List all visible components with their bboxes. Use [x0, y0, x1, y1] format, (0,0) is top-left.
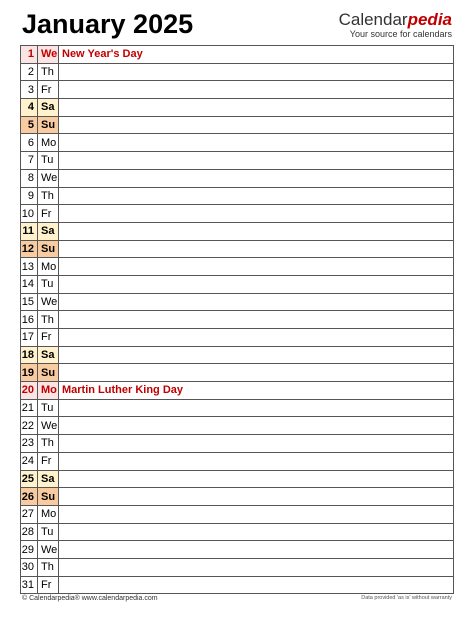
day-of-week: We [38, 417, 59, 435]
day-number: 27 [21, 505, 38, 523]
day-notes[interactable] [59, 523, 454, 541]
day-number: 6 [21, 134, 38, 152]
page-title: January 2025 [22, 9, 194, 39]
brand-logo[interactable] [339, 10, 452, 40]
day-notes[interactable] [59, 364, 454, 382]
day-notes[interactable] [59, 240, 454, 258]
day-number: 3 [21, 81, 38, 99]
day-notes[interactable] [59, 488, 454, 506]
brand-prefix: Calendar [338, 10, 408, 29]
day-row[interactable] [21, 329, 454, 347]
day-of-week: Mo [38, 382, 59, 400]
day-number: 29 [21, 541, 38, 559]
day-row[interactable] [21, 293, 454, 311]
day-row[interactable] [21, 364, 454, 382]
day-number: 12 [21, 240, 38, 258]
day-number: 5 [21, 116, 38, 134]
day-row[interactable] [21, 134, 454, 152]
day-of-week: Fr [38, 576, 59, 594]
day-row[interactable] [21, 81, 454, 99]
day-of-week: Su [38, 364, 59, 382]
day-row[interactable] [21, 417, 454, 435]
day-notes[interactable] [59, 505, 454, 523]
day-notes[interactable] [59, 169, 454, 187]
day-notes[interactable] [59, 435, 454, 453]
day-number: 4 [21, 99, 38, 117]
day-row[interactable] [21, 311, 454, 329]
day-number: 26 [21, 488, 38, 506]
day-of-week: Sa [38, 470, 59, 488]
brand-tagline: Your source for calendars [349, 29, 452, 39]
day-notes[interactable] [59, 222, 454, 240]
day-row[interactable] [21, 382, 454, 400]
day-row[interactable] [21, 470, 454, 488]
day-notes[interactable] [59, 81, 454, 99]
day-notes[interactable] [59, 116, 454, 134]
day-notes[interactable] [59, 152, 454, 170]
day-of-week: Mo [38, 505, 59, 523]
day-of-week: Tu [38, 399, 59, 417]
day-row[interactable] [21, 275, 454, 293]
day-row[interactable] [21, 541, 454, 559]
day-notes[interactable] [59, 293, 454, 311]
day-row[interactable] [21, 63, 454, 81]
day-number: 25 [21, 470, 38, 488]
day-of-week: Th [38, 187, 59, 205]
day-row[interactable] [21, 116, 454, 134]
day-number: 18 [21, 346, 38, 364]
day-of-week: Th [38, 311, 59, 329]
day-of-week: We [38, 541, 59, 559]
day-of-week: Fr [38, 329, 59, 347]
day-notes[interactable] [59, 470, 454, 488]
day-notes[interactable] [59, 417, 454, 435]
day-of-week: Tu [38, 275, 59, 293]
day-number: 24 [21, 452, 38, 470]
day-row[interactable] [21, 435, 454, 453]
day-row[interactable] [21, 169, 454, 187]
day-of-week: Mo [38, 258, 59, 276]
day-of-week: We [38, 169, 59, 187]
day-number: 31 [21, 576, 38, 594]
day-notes[interactable] [59, 205, 454, 223]
day-notes[interactable] [59, 346, 454, 364]
day-notes[interactable]: New Year's Day [59, 46, 454, 64]
brand-name [339, 10, 452, 29]
day-number: 1 [21, 46, 38, 64]
day-row[interactable] [21, 399, 454, 417]
footer-copyright: © Calendarpedia® www.calendarpedia.com [22, 595, 158, 602]
day-number: 16 [21, 311, 38, 329]
day-number: 10 [21, 205, 38, 223]
day-number: 14 [21, 275, 38, 293]
day-number: 17 [21, 329, 38, 347]
day-notes[interactable]: Martin Luther King Day [59, 382, 454, 400]
day-row[interactable] [21, 99, 454, 117]
day-of-week: Fr [38, 452, 59, 470]
day-notes[interactable] [59, 311, 454, 329]
day-row[interactable] [21, 488, 454, 506]
day-notes[interactable] [59, 275, 454, 293]
day-of-week: Tu [38, 152, 59, 170]
day-notes[interactable] [59, 576, 454, 594]
day-of-week: Su [38, 240, 59, 258]
day-row[interactable] [21, 152, 454, 170]
day-number: 21 [21, 399, 38, 417]
day-notes[interactable] [59, 329, 454, 347]
day-notes[interactable] [59, 399, 454, 417]
day-notes[interactable] [59, 134, 454, 152]
day-number: 2 [21, 63, 38, 81]
day-row[interactable] [21, 46, 454, 64]
day-row[interactable] [21, 452, 454, 470]
day-notes[interactable] [59, 558, 454, 576]
day-row[interactable] [21, 240, 454, 258]
footer-disclaimer: Data provided 'as is' without warranty [361, 595, 452, 601]
brand-suffix: pedia [407, 10, 452, 29]
calendar-table [20, 45, 454, 594]
day-notes[interactable] [59, 541, 454, 559]
day-number: 19 [21, 364, 38, 382]
day-of-week: Mo [38, 134, 59, 152]
day-number: 11 [21, 222, 38, 240]
day-notes[interactable] [59, 452, 454, 470]
day-notes[interactable] [59, 63, 454, 81]
day-number: 9 [21, 187, 38, 205]
day-of-week: Su [38, 488, 59, 506]
day-number: 23 [21, 435, 38, 453]
day-of-week: Th [38, 558, 59, 576]
day-row[interactable] [21, 523, 454, 541]
day-row[interactable] [21, 258, 454, 276]
day-number: 20 [21, 382, 38, 400]
day-number: 13 [21, 258, 38, 276]
day-row[interactable] [21, 187, 454, 205]
day-number: 15 [21, 293, 38, 311]
day-number: 28 [21, 523, 38, 541]
day-of-week: Th [38, 63, 59, 81]
day-number: 30 [21, 558, 38, 576]
day-number: 7 [21, 152, 38, 170]
day-number: 22 [21, 417, 38, 435]
day-of-week: Fr [38, 81, 59, 99]
day-of-week: Tu [38, 523, 59, 541]
day-notes[interactable] [59, 258, 454, 276]
day-of-week: Sa [38, 346, 59, 364]
day-row[interactable] [21, 505, 454, 523]
day-of-week: Fr [38, 205, 59, 223]
day-notes[interactable] [59, 99, 454, 117]
day-of-week: Sa [38, 99, 59, 117]
day-of-week: Th [38, 435, 59, 453]
day-notes[interactable] [59, 187, 454, 205]
day-row[interactable] [21, 576, 454, 594]
calendar-rows [21, 46, 454, 594]
day-of-week: We [38, 46, 59, 64]
day-row[interactable] [21, 346, 454, 364]
day-of-week: We [38, 293, 59, 311]
day-of-week: Sa [38, 222, 59, 240]
day-of-week: Su [38, 116, 59, 134]
day-row[interactable] [21, 222, 454, 240]
day-row[interactable] [21, 558, 454, 576]
day-number: 8 [21, 169, 38, 187]
day-row[interactable] [21, 205, 454, 223]
